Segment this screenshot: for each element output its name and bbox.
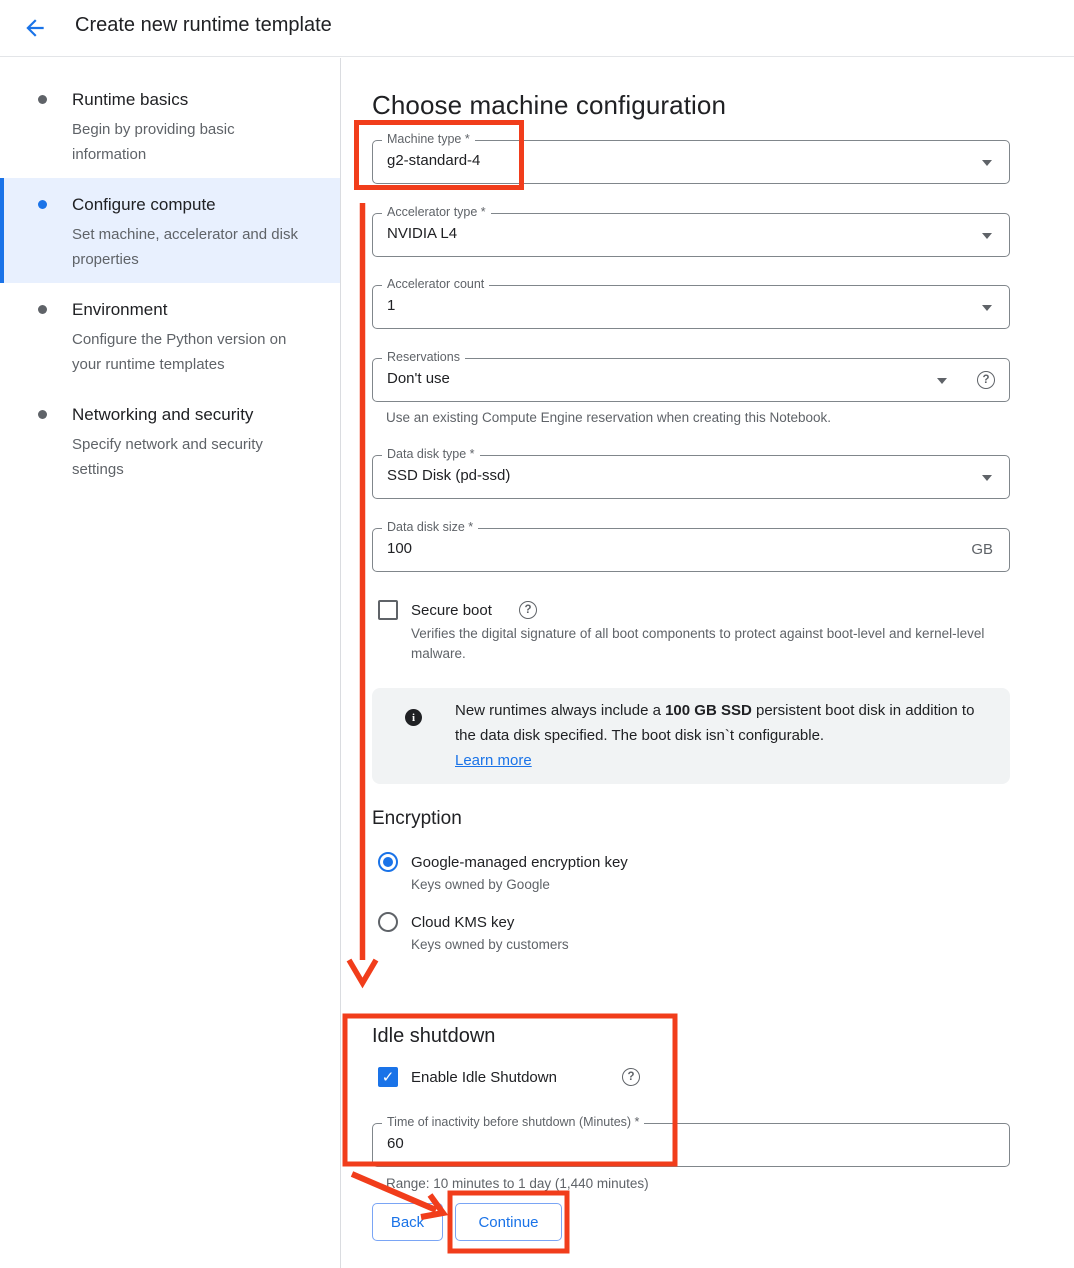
question-circle-icon[interactable]: ? (977, 371, 995, 389)
reservations-select[interactable] (372, 350, 1010, 402)
data-disk-size-value: 100 (387, 540, 413, 557)
idle-time-range-helper: Range: 10 minutes to 1 day (1,440 minutes) (386, 1176, 649, 1191)
secure-boot-label: Secure boot (411, 602, 492, 619)
data-disk-size-unit: GB (971, 541, 993, 558)
page-header (0, 0, 1074, 57)
info-circle-icon: i (405, 709, 422, 726)
google-managed-key-label: Google-managed encryption key (411, 854, 628, 871)
accelerator-type-label: Accelerator type * (382, 205, 491, 219)
data-disk-type-value: SSD Disk (pd-ssd) (387, 467, 511, 484)
info-text-bold: 100 GB SSD (665, 702, 752, 719)
step-desc-runtime-basics: Begin by providing basic information (72, 121, 235, 163)
enable-idle-shutdown-checkbox[interactable]: ✓ (378, 1067, 398, 1087)
sidebar-item-networking-security[interactable]: Networking and security (72, 405, 254, 424)
reservations-helper-text: Use an existing Compute Engine reservation when creating this Notebook. (386, 410, 831, 425)
step-bullet-networking-security (38, 410, 47, 419)
chevron-down-icon[interactable] (982, 305, 992, 311)
cloud-kms-key-label: Cloud KMS key (411, 914, 515, 931)
reservations-value: Don't use (387, 370, 450, 387)
learn-more-link[interactable]: Learn more (455, 752, 532, 769)
arrow-left-icon (22, 15, 48, 41)
info-banner-text (455, 698, 982, 773)
chevron-down-icon[interactable] (937, 378, 947, 384)
section-heading: Choose machine configuration (372, 90, 727, 120)
data-disk-size-input[interactable] (372, 520, 1010, 572)
idle-shutdown-heading: Idle shutdown (372, 1025, 496, 1047)
accelerator-count-value: 1 (387, 297, 396, 314)
machine-type-label: Machine type * (382, 132, 475, 146)
accelerator-count-select[interactable] (372, 277, 1010, 329)
data-disk-size-label: Data disk size * (382, 520, 478, 534)
idle-time-value: 60 (387, 1135, 404, 1152)
annotation-arrowhead-down (349, 960, 376, 983)
chevron-down-icon[interactable] (982, 475, 992, 481)
step-bullet-configure-compute (38, 200, 47, 209)
chevron-down-icon[interactable] (982, 160, 992, 166)
sidebar-item-runtime-basics[interactable]: Runtime basics (72, 90, 189, 109)
active-step-bar (0, 178, 4, 283)
secure-boot-description: Verifies the digital signature of all boot components to protect against boot-level and kernel-level malware. (411, 626, 985, 661)
info-text-before: New runtimes always include a (455, 702, 666, 719)
google-managed-key-description: Keys owned by Google (411, 877, 550, 892)
accelerator-type-select[interactable] (372, 205, 1010, 257)
question-circle-icon[interactable]: ? (519, 601, 537, 619)
accelerator-type-value: NVIDIA L4 (387, 225, 458, 242)
accelerator-count-label: Accelerator count (382, 277, 489, 291)
step-bullet-runtime-basics (38, 95, 47, 104)
back-arrow-button[interactable] (22, 15, 48, 41)
back-button[interactable]: Back (372, 1203, 443, 1241)
sidebar-divider (340, 58, 341, 1268)
data-disk-type-label: Data disk type * (382, 447, 480, 461)
idle-time-input[interactable] (372, 1115, 1010, 1167)
machine-type-select[interactable] (372, 132, 1010, 184)
idle-time-label: Time of inactivity before shutdown (Minutes) * (382, 1115, 644, 1129)
cloud-kms-key-description: Keys owned by customers (411, 937, 569, 952)
machine-type-value: g2-standard-4 (387, 152, 481, 169)
google-managed-key-radio[interactable] (378, 852, 398, 872)
data-disk-type-select[interactable] (372, 447, 1010, 499)
step-desc-configure-compute: Set machine, accelerator and disk properties (72, 226, 298, 268)
step-bullet-environment (38, 305, 47, 314)
sidebar-item-configure-compute[interactable]: Configure compute (72, 195, 216, 214)
info-text-after: persistent boot disk in addition to the data disk specified. The boot disk isn`t configurable. (455, 702, 975, 744)
step-desc-networking-security: Specify network and security settings (72, 436, 263, 478)
encryption-heading: Encryption (372, 808, 462, 829)
step-desc-environment: Configure the Python version on your runtime templates (72, 331, 287, 373)
continue-button[interactable]: Continue (455, 1203, 562, 1241)
secure-boot-checkbox[interactable] (378, 600, 398, 620)
cloud-kms-key-radio[interactable] (378, 912, 398, 932)
sidebar-item-environment[interactable]: Environment (72, 300, 168, 319)
enable-idle-shutdown-label: Enable Idle Shutdown (411, 1069, 557, 1086)
reservations-label: Reservations (382, 350, 465, 364)
page-title: Create new runtime template (75, 14, 332, 36)
chevron-down-icon[interactable] (982, 233, 992, 239)
question-circle-icon[interactable]: ? (622, 1068, 640, 1086)
info-banner (372, 688, 1010, 784)
